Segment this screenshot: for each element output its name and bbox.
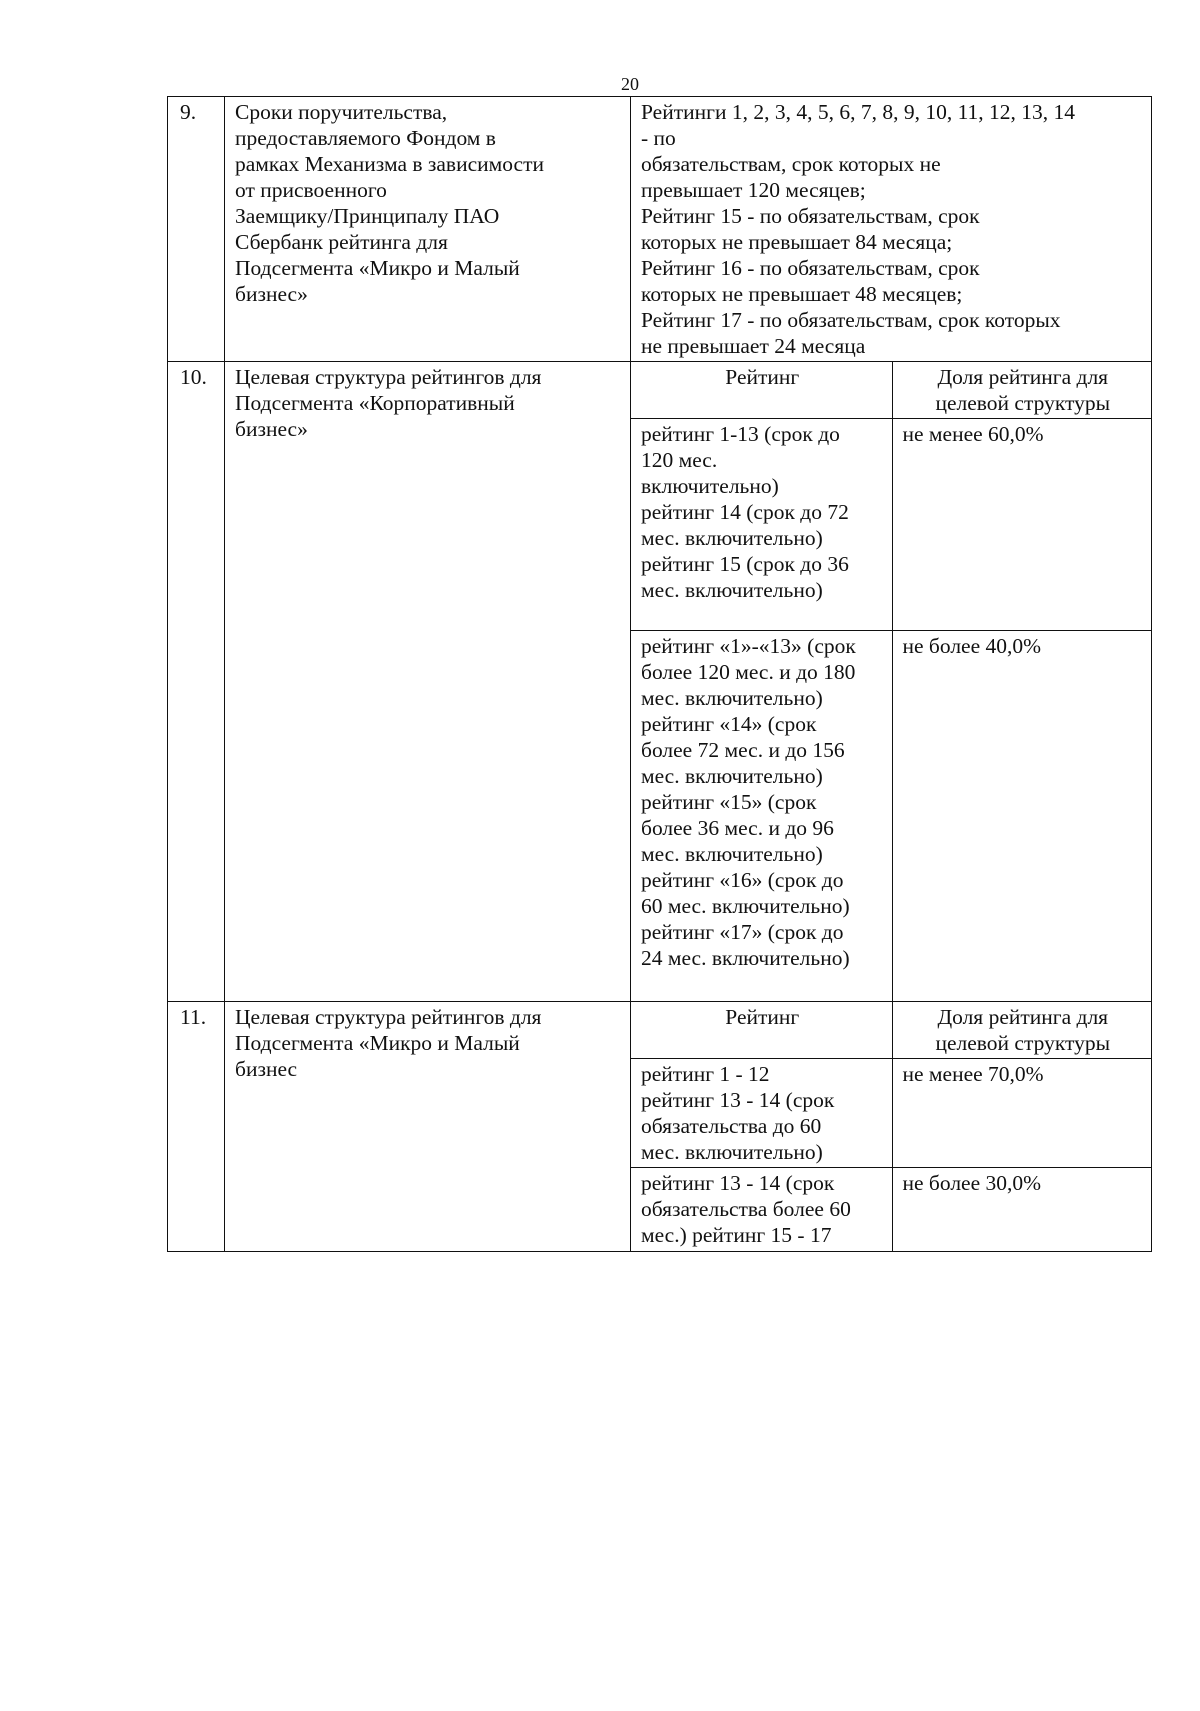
rating-structure-table [631, 362, 1151, 1001]
rating-cell: рейтинг 1 - 12 рейтинг 13 - 14 (срок обязательства до 60 мес. включительно) [631, 1058, 892, 1167]
inner-row [631, 1058, 1151, 1167]
rating-structure-cell [631, 1001, 1152, 1252]
share-cell: не менее 60,0% [892, 419, 1151, 631]
row-number: 9. [168, 97, 225, 362]
table-row [168, 97, 1152, 362]
row-number: 11. [168, 1001, 225, 1252]
table-row [168, 362, 1152, 1002]
inner-row [631, 631, 1151, 1001]
row-title: Сроки поручительства, предоставляемого Фондом в рамках Механизма в зависимости от присвоенного Заемщику/Принципалу ПАО Сбербанк рейтинга для Подсегмента «Микро и Малый бизнес» [225, 97, 631, 362]
rating-structure-cell [631, 362, 1152, 1002]
row-title: Целевая структура рейтингов для Подсегмента «Корпоративный бизнес» [225, 362, 631, 1002]
row-text: Рейтинги 1, 2, 3, 4, 5, 6, 7, 8, 9, 10, 11, 12, 13, 14 - по обязательствам, срок которых не превышает 120 месяцев; Рейтинг 15 - по обязательствам, срок которых не превышает 84 месяца; Рейтинг 16 - по обязательствам, срок которых не превышает 48 месяцев; Рейтинг 17 - по обязательствам, срок которых не превышает 24 месяца [631, 97, 1152, 362]
inner-header-row [631, 1002, 1151, 1059]
share-cell: не менее 70,0% [892, 1058, 1151, 1167]
rating-column-header: Рейтинг [631, 362, 892, 419]
inner-row [631, 1167, 1151, 1251]
row-title: Целевая структура рейтингов для Подсегмента «Микро и Малый бизнес [225, 1001, 631, 1252]
share-cell: не более 30,0% [902, 1170, 1042, 1195]
inner-row [631, 419, 1151, 631]
share-column-header: Доля рейтинга для целевой структуры [892, 362, 1151, 419]
rating-cell: рейтинг 13 - 14 (срок обязательства более 60 мес.) рейтинг 15 - 17 [631, 1167, 892, 1251]
inner-header-row [631, 362, 1151, 419]
rating-cell: рейтинг 1-13 (срок до 120 мес. включительно) рейтинг 14 (срок до 72 мес. включительно) рейтинг 15 (срок до 36 мес. включительно) [631, 419, 892, 631]
rating-cell: рейтинг «1»-«13» (срок более 120 мес. и до 180 мес. включительно) рейтинг «14» (срок более 72 мес. и до 156 мес. включительно) рейтинг «15» (срок более 36 мес. и до 96 мес. включительно) рейтинг «16» (срок до 60 мес. включительно) рейтинг «17» (срок до 24 мес. включительно) [631, 631, 892, 1001]
rating-structure-table [631, 1002, 1151, 1252]
table-row [168, 1001, 1152, 1252]
page-number: 20 [621, 74, 639, 94]
share-cell: не более 40,0% [902, 634, 1042, 658]
rating-column-header: Рейтинг [631, 1002, 892, 1059]
share-column-header: Доля рейтинга для целевой структуры [892, 1002, 1151, 1059]
document-table [167, 96, 1152, 1252]
row-number: 10. [168, 362, 225, 1002]
